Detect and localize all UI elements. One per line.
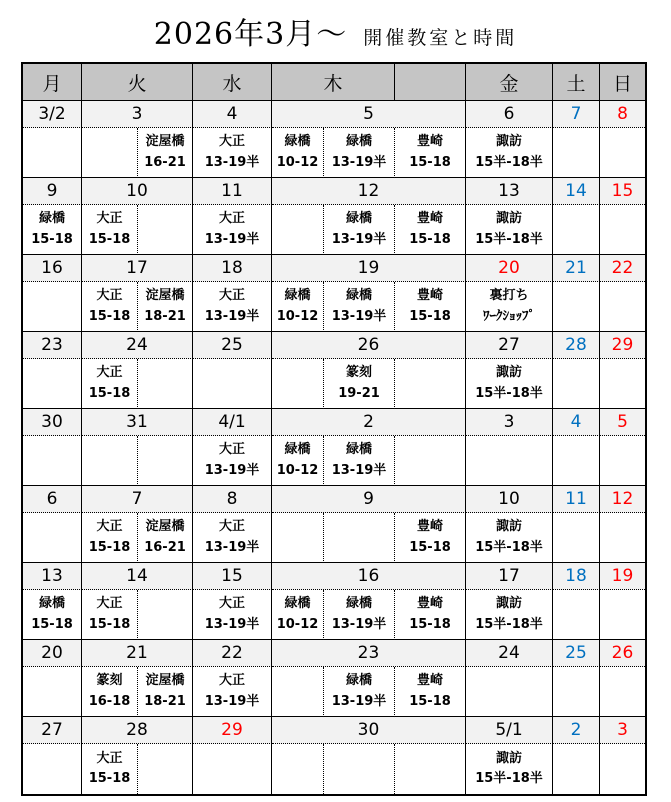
- class-cell-thu-right: [395, 128, 466, 178]
- date-cell-thu: 5: [272, 101, 466, 128]
- header-fri: 金: [466, 64, 553, 101]
- class-place: 裏打ち: [489, 288, 529, 304]
- class-cell-sun: [600, 513, 645, 563]
- date-cell-tue: 14: [82, 563, 193, 590]
- class-time: 13-19半: [204, 231, 260, 247]
- class-cell-thu-mid: [324, 513, 395, 563]
- date-cell-sat: 28: [553, 332, 600, 359]
- class-cell-thu-mid: [324, 436, 395, 486]
- class-time: 15-18: [88, 616, 131, 632]
- class-time: 13-19半: [331, 308, 387, 324]
- class-cell-thu-right: [395, 513, 466, 563]
- class-cell-thu-left: [272, 513, 324, 563]
- class-time: ﾜｰｸｼｮｯﾌﾟ: [483, 308, 535, 324]
- date-cell-mon: 3/2: [23, 101, 82, 128]
- class-time: 15半-18半: [475, 385, 543, 401]
- class-place: 緑橋: [345, 288, 372, 304]
- date-cell-mon: 23: [23, 332, 82, 359]
- class-cell-sat: [553, 359, 600, 409]
- class-place: 緑橋: [38, 211, 65, 227]
- class-cell-thu-left: [272, 744, 324, 794]
- date-cell-sat: 2: [553, 717, 600, 744]
- class-place: 大正: [218, 673, 245, 689]
- class-place: 大正: [218, 134, 245, 150]
- class-cell-wed: [193, 590, 272, 640]
- class-cell-thu-mid: [324, 205, 395, 255]
- class-cell-sun: [600, 282, 645, 332]
- class-place: 緑橋: [345, 211, 372, 227]
- class-place: 諏訪: [495, 365, 522, 381]
- class-time: 15-18: [88, 771, 131, 786]
- class-cell-tue-right: [138, 744, 193, 794]
- class-cell-thu-right: [395, 359, 466, 409]
- class-cell-sat: [553, 436, 600, 486]
- class-time: 13-19半: [204, 462, 260, 478]
- class-place: 大正: [96, 365, 123, 381]
- class-cell-sun: [600, 205, 645, 255]
- class-place: 大正: [218, 288, 245, 304]
- date-cell-sat: 18: [553, 563, 600, 590]
- class-cell-thu-mid: [324, 667, 395, 717]
- class-place: 緑橋: [345, 134, 372, 150]
- class-place: 緑橋: [284, 596, 311, 612]
- date-cell-thu: 23: [272, 640, 466, 667]
- class-time: 13-19半: [204, 693, 260, 709]
- class-cell-thu-right: [395, 590, 466, 640]
- class-cell-mon: [23, 513, 82, 563]
- class-place: 篆刻: [96, 673, 123, 689]
- class-place: 緑橋: [284, 134, 311, 150]
- date-cell-fri: 5/1: [466, 717, 553, 744]
- class-place: 諏訪: [495, 519, 522, 535]
- class-cell-thu-left: [272, 128, 324, 178]
- date-cell-mon: 9: [23, 178, 82, 205]
- class-time: 15半-18半: [475, 539, 543, 555]
- class-cell-sun: [600, 128, 645, 178]
- class-place: 淀屋橋: [145, 519, 185, 535]
- date-cell-wed: 18: [193, 255, 272, 282]
- class-time: 19-21: [338, 385, 380, 401]
- class-cell-thu-right: [395, 744, 466, 794]
- date-cell-tue: 10: [82, 178, 193, 205]
- class-cell-sat: [553, 128, 600, 178]
- header-wed: 水: [193, 64, 272, 101]
- class-place: 豊崎: [416, 673, 443, 689]
- date-cell-fri: 27: [466, 332, 553, 359]
- header-sun: 日: [600, 64, 645, 101]
- class-cell-sat: [553, 205, 600, 255]
- class-time: 10-12: [276, 462, 319, 478]
- class-cell-tue-left: [82, 513, 138, 563]
- class-cell-thu-left: [272, 282, 324, 332]
- class-cell-sat: [553, 513, 600, 563]
- class-cell-fri: [466, 590, 553, 640]
- date-cell-sun: 12: [600, 486, 645, 513]
- date-cell-tue: 28: [82, 717, 193, 744]
- date-cell-sun: 19: [600, 563, 645, 590]
- date-cell-mon: 30: [23, 409, 82, 436]
- class-cell-wed: [193, 744, 272, 794]
- date-cell-mon: 27: [23, 717, 82, 744]
- class-place: 諏訪: [495, 134, 522, 150]
- class-place: 緑橋: [345, 673, 372, 689]
- class-place: 豊崎: [416, 211, 443, 227]
- class-cell-mon: [23, 205, 82, 255]
- class-place: 大正: [96, 288, 123, 304]
- class-time: 16-21: [144, 154, 186, 170]
- class-time: 15-18: [88, 231, 131, 247]
- class-time: 15-18: [88, 539, 131, 555]
- class-cell-fri: [466, 744, 553, 794]
- class-time: 10-12: [276, 616, 319, 632]
- class-time: 15半-18半: [475, 616, 543, 632]
- date-cell-tue: 21: [82, 640, 193, 667]
- class-cell-wed: [193, 128, 272, 178]
- class-place: 豊崎: [416, 288, 443, 304]
- class-cell-thu-mid: [324, 359, 395, 409]
- class-cell-mon: [23, 667, 82, 717]
- class-time: 13-19半: [331, 616, 387, 632]
- date-cell-fri: 24: [466, 640, 553, 667]
- class-cell-wed: [193, 205, 272, 255]
- date-cell-thu: 30: [272, 717, 466, 744]
- class-cell-thu-mid: [324, 590, 395, 640]
- class-place: 緑橋: [345, 596, 372, 612]
- class-cell-wed: [193, 667, 272, 717]
- class-cell-mon: [23, 359, 82, 409]
- class-place: 豊崎: [416, 519, 443, 535]
- class-time: 18-21: [144, 693, 186, 709]
- date-cell-thu: 26: [272, 332, 466, 359]
- class-time: 13-19半: [331, 154, 387, 170]
- class-cell-tue-right: [138, 590, 193, 640]
- class-place: 大正: [218, 519, 245, 535]
- class-cell-sun: [600, 667, 645, 717]
- class-cell-tue-right: [138, 513, 193, 563]
- date-cell-fri: 17: [466, 563, 553, 590]
- date-cell-thu: 2: [272, 409, 466, 436]
- class-cell-thu-left: [272, 590, 324, 640]
- class-cell-fri: [466, 128, 553, 178]
- class-cell-thu-left: [272, 205, 324, 255]
- class-place: 緑橋: [284, 288, 311, 304]
- class-cell-mon: [23, 128, 82, 178]
- date-cell-wed: 29: [193, 717, 272, 744]
- class-time: 15-18: [409, 539, 451, 555]
- class-time: 13-19半: [204, 308, 260, 324]
- class-time: 15-18: [31, 616, 73, 632]
- class-place: 淀屋橋: [145, 134, 185, 150]
- date-cell-thu: 16: [272, 563, 466, 590]
- date-cell-tue: 24: [82, 332, 193, 359]
- class-time: 15-18: [409, 154, 451, 170]
- class-cell-tue-left: [82, 128, 138, 178]
- class-cell-thu-left: [272, 359, 324, 409]
- class-cell-thu-right: [395, 667, 466, 717]
- date-cell-fri: 13: [466, 178, 553, 205]
- class-cell-mon: [23, 744, 82, 794]
- class-cell-wed: [193, 436, 272, 486]
- date-cell-fri: 6: [466, 101, 553, 128]
- class-cell-tue-right: [138, 359, 193, 409]
- date-cell-fri: 10: [466, 486, 553, 513]
- class-cell-fri: [466, 436, 553, 486]
- class-place: 豊崎: [416, 134, 443, 150]
- class-time: 13-19半: [204, 616, 260, 632]
- date-cell-wed: 25: [193, 332, 272, 359]
- class-place: 篆刻: [345, 365, 372, 381]
- class-cell-tue-left: [82, 590, 138, 640]
- date-cell-sat: 11: [553, 486, 600, 513]
- class-place: 大正: [96, 211, 123, 227]
- page-title: [0, 0, 671, 53]
- class-cell-sat: [553, 744, 600, 794]
- date-cell-mon: 13: [23, 563, 82, 590]
- class-cell-tue-right: [138, 205, 193, 255]
- class-place: 淀屋橋: [145, 673, 185, 689]
- class-cell-tue-right: [138, 436, 193, 486]
- class-cell-sun: [600, 359, 645, 409]
- title-subtitle: 開催教室と時間: [363, 27, 518, 49]
- class-place: 緑橋: [284, 442, 311, 458]
- class-cell-thu-mid: [324, 128, 395, 178]
- class-place: 諏訪: [495, 596, 522, 612]
- class-cell-sun: [600, 744, 645, 794]
- class-time: 13-19半: [204, 539, 260, 555]
- class-time: 13-19半: [331, 693, 387, 709]
- class-time: 15-18: [409, 308, 451, 324]
- header-tue: 火: [82, 64, 193, 101]
- header-sat: 土: [553, 64, 600, 101]
- date-cell-tue: 3: [82, 101, 193, 128]
- date-cell-mon: 20: [23, 640, 82, 667]
- date-cell-sun: 3: [600, 717, 645, 744]
- date-cell-sat: 25: [553, 640, 600, 667]
- class-cell-tue-left: [82, 436, 138, 486]
- class-cell-sat: [553, 590, 600, 640]
- class-place: 大正: [96, 750, 123, 766]
- class-place: 緑橋: [345, 442, 372, 458]
- class-cell-thu-right: [395, 282, 466, 332]
- class-cell-tue-right: [138, 667, 193, 717]
- class-cell-sat: [553, 282, 600, 332]
- class-place: 大正: [218, 442, 245, 458]
- class-time: 13-19半: [331, 231, 387, 247]
- date-cell-tue: 7: [82, 486, 193, 513]
- class-time: 15-18: [409, 616, 451, 632]
- date-cell-sun: 22: [600, 255, 645, 282]
- class-place: 淀屋橋: [145, 288, 185, 304]
- date-cell-sun: 5: [600, 409, 645, 436]
- class-cell-mon: [23, 282, 82, 332]
- class-cell-sun: [600, 436, 645, 486]
- class-time: 15-18: [409, 231, 451, 247]
- class-place: 大正: [96, 519, 123, 535]
- class-place: 緑橋: [38, 596, 65, 612]
- header-thu-extra: [395, 64, 466, 101]
- class-cell-thu-mid: [324, 744, 395, 794]
- class-cell-tue-right: [138, 128, 193, 178]
- date-cell-thu: 19: [272, 255, 466, 282]
- date-cell-wed: 4/1: [193, 409, 272, 436]
- class-time: 15-18: [409, 693, 451, 709]
- date-cell-sat: 14: [553, 178, 600, 205]
- date-cell-sun: 29: [600, 332, 645, 359]
- class-cell-tue-left: [82, 667, 138, 717]
- date-cell-sat: 21: [553, 255, 600, 282]
- class-place: 大正: [218, 596, 245, 612]
- class-cell-fri: [466, 513, 553, 563]
- class-cell-thu-right: [395, 205, 466, 255]
- class-cell-fri: [466, 667, 553, 717]
- class-cell-thu-left: [272, 667, 324, 717]
- date-cell-wed: 15: [193, 563, 272, 590]
- class-place: 大正: [218, 211, 245, 227]
- class-cell-wed: [193, 359, 272, 409]
- date-cell-wed: 4: [193, 101, 272, 128]
- class-cell-fri: [466, 282, 553, 332]
- date-cell-tue: 31: [82, 409, 193, 436]
- class-cell-thu-left: [272, 436, 324, 486]
- class-time: 10-12: [276, 308, 319, 324]
- class-time: 10-12: [276, 154, 319, 170]
- class-cell-tue-left: [82, 205, 138, 255]
- class-time: 15-18: [88, 308, 131, 324]
- header-thu: 木: [272, 64, 395, 101]
- calendar-grid: [21, 62, 647, 796]
- date-cell-sun: 15: [600, 178, 645, 205]
- class-time: 13-19半: [204, 154, 260, 170]
- class-cell-wed: [193, 513, 272, 563]
- date-cell-wed: 22: [193, 640, 272, 667]
- class-time: 15-18: [88, 385, 131, 401]
- class-time: 16-21: [144, 539, 186, 555]
- date-cell-sat: 4: [553, 409, 600, 436]
- class-cell-fri: [466, 205, 553, 255]
- class-cell-thu-mid: [324, 282, 395, 332]
- date-cell-mon: 6: [23, 486, 82, 513]
- class-time: 15半-18半: [475, 154, 543, 170]
- class-cell-tue-right: [138, 282, 193, 332]
- class-cell-mon: [23, 590, 82, 640]
- date-cell-sat: 7: [553, 101, 600, 128]
- title-year-month: 2026年3月～: [153, 17, 348, 52]
- class-cell-tue-left: [82, 282, 138, 332]
- class-cell-tue-left: [82, 744, 138, 794]
- class-time: 15-18: [31, 231, 73, 247]
- class-place: 豊崎: [416, 596, 443, 612]
- date-cell-mon: 16: [23, 255, 82, 282]
- class-cell-sun: [600, 590, 645, 640]
- class-cell-tue-left: [82, 359, 138, 409]
- date-cell-fri: 20: [466, 255, 553, 282]
- class-time: 15半-18半: [475, 231, 543, 247]
- class-time: 15半-18半: [475, 771, 543, 786]
- date-cell-wed: 8: [193, 486, 272, 513]
- class-place: 大正: [96, 596, 123, 612]
- class-cell-mon: [23, 436, 82, 486]
- header-mon: 月: [23, 64, 82, 101]
- date-cell-wed: 11: [193, 178, 272, 205]
- class-cell-sat: [553, 667, 600, 717]
- class-time: 16-18: [88, 693, 131, 709]
- date-cell-tue: 17: [82, 255, 193, 282]
- date-cell-thu: 12: [272, 178, 466, 205]
- date-cell-fri: 3: [466, 409, 553, 436]
- date-cell-sun: 26: [600, 640, 645, 667]
- class-cell-fri: [466, 359, 553, 409]
- class-cell-thu-right: [395, 436, 466, 486]
- class-time: 13-19半: [331, 462, 387, 478]
- class-place: 諏訪: [495, 211, 522, 227]
- date-cell-sun: 8: [600, 101, 645, 128]
- class-place: 諏訪: [495, 750, 522, 766]
- class-time: 18-21: [144, 308, 186, 324]
- class-cell-wed: [193, 282, 272, 332]
- date-cell-thu: 9: [272, 486, 466, 513]
